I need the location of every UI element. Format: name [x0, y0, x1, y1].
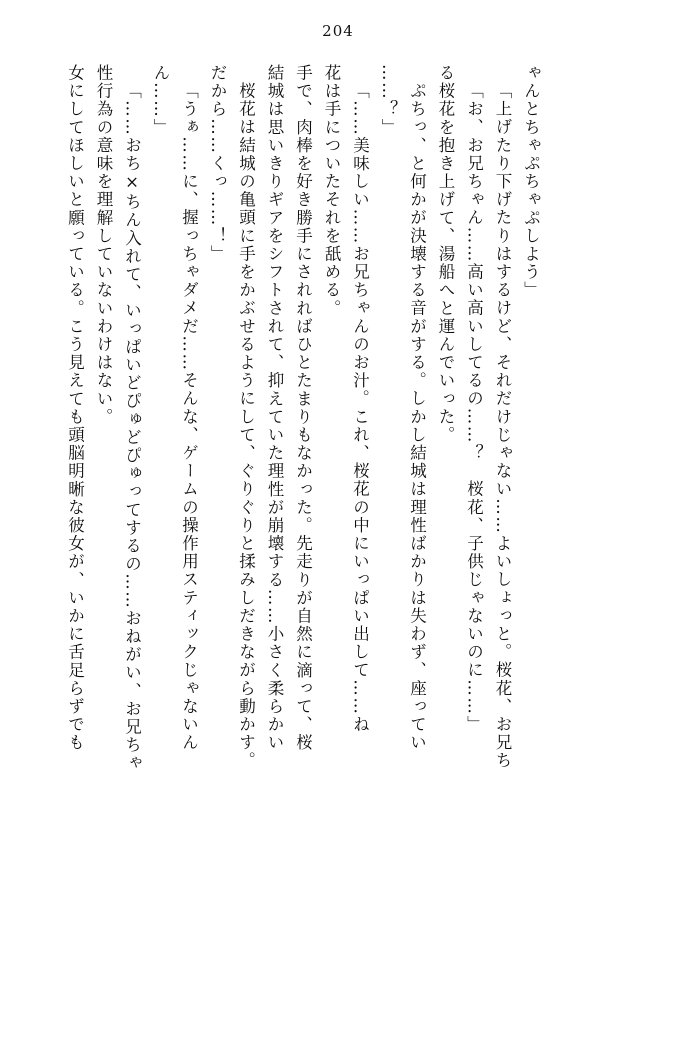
text-column: ん……」 [151, 64, 170, 137]
text-column: 「うぁ……に、握っちゃダメだ……そんな、ゲームの操作用スティックじゃないん [179, 82, 199, 752]
text-column: ゃんとちゃぷちゃぷしよう」 [521, 64, 541, 300]
text-column: 女にしてほしいと願っている。こう見えても頭脳明晰な彼女が、いかに舌足らずでも [65, 64, 85, 752]
page-number: 204 [322, 22, 354, 40]
text-column: 「……美味しい……お兄ちゃんのお汁。これ、桜花の中にいっぱい出して……ね [350, 82, 370, 734]
text-column: だから……くっ……！」 [208, 64, 227, 264]
text-column: 桜花は結城の亀頭に手をかぶせるようにして、ぐりぐりと揉みしだきながら動かす。 [236, 82, 256, 770]
text-column: ……？」 [379, 64, 398, 137]
text-column: 「……おち×ちん入れて、いっぱいどぴゅどぴゅってするの……おねがい、お兄ちゃ [122, 82, 142, 773]
text-column: 結城は思いきりギアをシフトされて、抑えていた理性が崩壊する……小さく柔らかい [265, 64, 284, 752]
text-column: 「上げたり下げたりはするけど、それだけじゃない……よいしょっと。桜花、お兄ち [493, 82, 512, 770]
text-column: 「お、お兄ちゃん……高い高いしてるの……？ 桜花、子供じゃないのに……」 [464, 82, 484, 734]
text-column: 手で、肉棒を好き勝手にされればひとたまりもなかった。先走りが自然に滴って、桜 [293, 64, 313, 752]
vertical-text-body [60, 64, 620, 994]
text-column: 花は手についたそれを舐める。 [322, 64, 341, 318]
text-column: ぷちっ、と何かが決壊する音がする。しかし結城は理性ばかりは失わず、座ってい [407, 82, 427, 752]
text-column: 性行為の意味を理解していないわけはない。 [94, 64, 113, 426]
text-column: る桜花を抱き上げて、湯船へと運んでいった。 [436, 64, 455, 445]
